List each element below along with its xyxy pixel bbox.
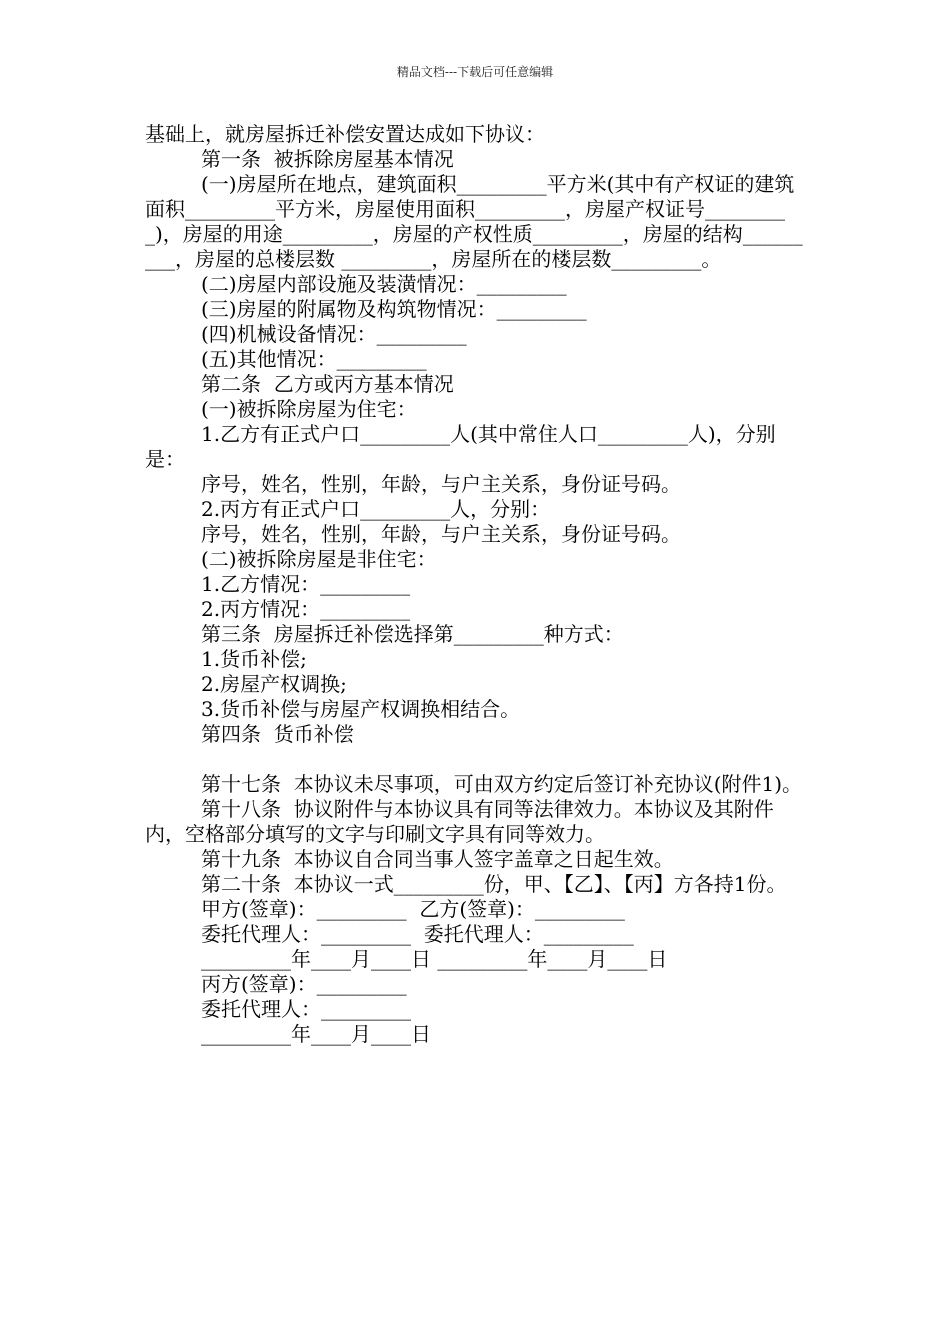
document-paragraph: 基础上，就房屋拆迁补偿安置达成如下协议： <box>145 122 545 146</box>
document-paragraph: 甲方(签章)：_________ 乙方(签章)：_________ <box>201 897 625 921</box>
document-paragraph: 第十八条 协议附件与本协议具有同等法律效力。本协议及其附件内，空格部分填写的文字与印刷文字具有同等效力。 <box>145 797 774 846</box>
document-paragraph: 2.丙方情况：_________ <box>201 597 411 621</box>
document-paragraph: 第四条 货币补偿 <box>201 722 354 746</box>
document-paragraph: 第二十条 本协议一式_________份，甲、【乙】、【丙】方各持1份。 <box>201 872 787 896</box>
document-paragraph: 第一条 被拆除房屋基本情况 <box>201 147 454 171</box>
document-paragraph: _________年____月____日 _________年____月____日 <box>201 947 668 971</box>
document-paragraph: 1.乙方有正式户口_________人(其中常住人口_________人)，分别是： <box>145 422 776 471</box>
document-paragraph: 序号，姓名，性别，年龄，与户主关系，身份证号码。 <box>201 522 681 546</box>
document-paragraph: 第三条 房屋拆迁补偿选择第_________种方式： <box>201 622 624 646</box>
document-paragraph: 2.丙方有正式户口_________人，分别： <box>201 497 551 521</box>
document-paragraph: (一)被拆除房屋为住宅： <box>201 397 417 421</box>
document-paragraph: (四)机械设备情况：_________ <box>201 322 467 346</box>
document-paragraph: (三)房屋的附属物及构筑物情况：_________ <box>201 297 587 321</box>
document-paragraph: 丙方(签章)：_________ <box>201 972 407 996</box>
document-paragraph: 2.房屋产权调换; <box>201 672 347 696</box>
document-paragraph: 第二条 乙方或丙方基本情况 <box>201 372 454 396</box>
document-paragraph: 委托代理人：_________ <box>201 997 411 1021</box>
document-paragraph: (二)被拆除房屋是非住宅： <box>201 547 437 571</box>
document-paragraph: (五)其他情况：_________ <box>201 347 427 371</box>
document-paragraph: (一)房屋所在地点，建筑面积_________平方米(其中有产权证的建筑面积_________平方米，房屋使用面积_________，房屋产权证号_________)，房屋的用途_________，房屋的产权性质_________，房屋的结构_________，房屋的总楼层数 _________，房屋所在的楼层数_________。 <box>145 172 803 271</box>
document-paragraph: 委托代理人：_________ 委托代理人：_________ <box>201 922 634 946</box>
document-paragraph: _________年____月____日 <box>201 1022 431 1046</box>
blank-paragraph <box>145 747 807 772</box>
document-body <box>145 122 807 1047</box>
document-paragraph: 1.乙方情况：_________ <box>201 572 411 596</box>
page-header: 精品文档---下载后可任意编辑 <box>396 65 554 79</box>
document-paragraph: 第十七条 本协议未尽事项，可由双方约定后签订补充协议(附件1)。 <box>201 772 803 796</box>
document-paragraph: 3.货币补偿与房屋产权调换相结合。 <box>201 697 521 721</box>
document-paragraph: 第十九条 本协议自合同当事人签字盖章之日起生效。 <box>201 847 674 871</box>
document-paragraph: (二)房屋内部设施及装潢情况：_________ <box>201 272 567 296</box>
document-paragraph: 1.货币补偿; <box>201 647 307 671</box>
document-paragraph: 序号，姓名，性别，年龄，与户主关系，身份证号码。 <box>201 472 681 496</box>
